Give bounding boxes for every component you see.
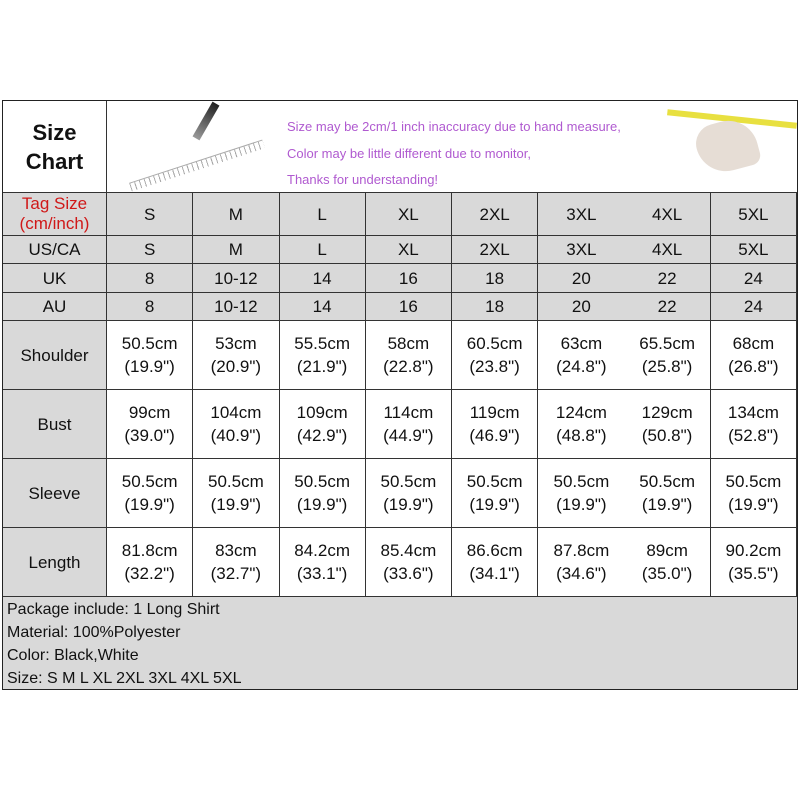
cell-text: 50.5cm (725, 472, 782, 491)
measurement-cell (625, 459, 711, 528)
size-header-cell (193, 193, 279, 236)
cell-text: (34.6") (556, 564, 607, 583)
measurement-cell (366, 321, 452, 390)
cell-text: L (317, 204, 327, 224)
cell-text: 50.5cm (553, 472, 610, 491)
cell-text: 53cm (215, 334, 257, 353)
cell-text: 18 (485, 297, 505, 316)
measurement-cell (193, 459, 279, 528)
cell-text: 55.5cm (294, 334, 350, 353)
header-banner (107, 101, 797, 193)
cell-text: L (317, 240, 327, 259)
cell-text: 50.5cm (121, 472, 178, 491)
cell-text: S (143, 240, 156, 259)
cell-text: M (228, 204, 243, 224)
size-cell (107, 264, 193, 293)
cell-text: 104cm (210, 403, 262, 422)
cell-text: 4XL (652, 204, 683, 224)
measurement-cell (711, 321, 797, 390)
measurement-cell (625, 321, 711, 390)
cell-text: 84.2cm (294, 541, 350, 560)
cell-text: (19.9") (556, 495, 607, 514)
cell-text: (19.9") (641, 495, 693, 514)
cell-text: 109cm (296, 403, 348, 422)
row-label (3, 264, 107, 293)
cell-text: (46.9") (469, 426, 520, 445)
cell-text: (20.9") (210, 357, 262, 376)
cell-text: (25.8") (641, 357, 693, 376)
size-cell (107, 293, 193, 321)
cell-text: (24.8") (556, 357, 607, 376)
size-cell (280, 264, 366, 293)
cell-text: 68cm (732, 334, 775, 353)
measurement-cell (452, 321, 538, 390)
size-header-cell (538, 193, 624, 236)
cell-text: 81.8cm (121, 541, 178, 560)
size-cell (625, 293, 711, 321)
size-cell (711, 293, 797, 321)
measurement-label (3, 459, 107, 528)
row-label (3, 293, 107, 321)
measurement-cell (107, 528, 193, 597)
note: Color may be little different due to monitor, (287, 146, 531, 161)
cell-text: (19.9") (728, 495, 779, 514)
measurement-cell (538, 528, 624, 597)
measurement-cell (538, 390, 624, 459)
cell-text: 50.5cm (208, 472, 264, 491)
measurement-cell (193, 390, 279, 459)
cell-text: 134cm (727, 403, 779, 422)
measurement-cell (107, 459, 193, 528)
measurement-cell (366, 459, 452, 528)
measurement-cell (107, 321, 193, 390)
measurement-cell (711, 528, 797, 597)
measurement-cell (452, 390, 538, 459)
cell-text: 90.2cm (725, 541, 782, 560)
cell-text: (26.8") (728, 357, 779, 376)
cell-text: 50.5cm (121, 334, 178, 353)
cell-text: (19.9") (210, 495, 262, 514)
cell-text: (50.8") (641, 426, 693, 445)
size-header-cell (280, 193, 366, 236)
size-cell (107, 236, 193, 264)
cell-text: Tag Size (21, 194, 88, 213)
cell-text: 5XL (738, 240, 769, 259)
measurement-cell (711, 459, 797, 528)
size-cell (193, 236, 279, 264)
size-chart-table (2, 100, 798, 690)
size-cell (711, 264, 797, 293)
cell-text: 14 (312, 297, 332, 316)
size-cell (366, 236, 452, 264)
cell-text: 3XL (566, 240, 597, 259)
size-cell (280, 293, 366, 321)
cell-text: 50.5cm (380, 472, 437, 491)
cell-text: (cm/inch) (19, 214, 90, 233)
size-cell (452, 236, 538, 264)
size-cell (280, 236, 366, 264)
cell-text: (32.2") (124, 564, 175, 583)
cell-text: (39.0") (124, 426, 175, 445)
cell-text: (35.5") (728, 564, 779, 583)
cell-text: 99cm (128, 403, 171, 422)
cell-text: (34.1") (469, 564, 520, 583)
cell-text: 87.8cm (553, 541, 610, 560)
tag-size-label (3, 193, 107, 236)
cell-text: (19.9") (124, 357, 175, 376)
measurement-cell (193, 321, 279, 390)
cell-text: 50.5cm (466, 472, 523, 491)
measurement-cell (452, 528, 538, 597)
cell-text: 8 (144, 297, 155, 316)
size-cell (452, 264, 538, 293)
measurement-label (3, 321, 107, 390)
cell-text: 83cm (215, 541, 257, 560)
size-cell (538, 264, 624, 293)
measurement-cell (711, 390, 797, 459)
measurement-cell (107, 390, 193, 459)
cell-text: 18 (485, 268, 505, 288)
cell-text: UK (42, 268, 67, 288)
cell-text: (35.0") (641, 564, 693, 583)
size-cell (538, 293, 624, 321)
cell-text: Bust (37, 414, 72, 434)
size-cell (366, 293, 452, 321)
cell-text: 2XL (479, 204, 510, 224)
cell-text: Shoulder (20, 345, 89, 365)
cell-text: XL (397, 204, 419, 224)
measurement-cell (280, 321, 366, 390)
cell-text: (19.9") (296, 495, 348, 514)
info-line: Material: 100%Polyester (7, 624, 181, 641)
measurement-cell (280, 459, 366, 528)
info-line: Color: Black,White (7, 647, 139, 664)
cell-text: Length (28, 552, 81, 572)
cell-text: 2XL (479, 240, 510, 259)
cell-text: 22 (657, 297, 677, 316)
info-line: Package include: 1 Long Shirt (7, 601, 220, 618)
row-label (3, 236, 107, 264)
cell-text: Sleeve (28, 483, 81, 503)
cell-text: 4XL (652, 240, 683, 259)
cell-text: 85.4cm (380, 541, 437, 560)
cell-text: 3XL (566, 204, 597, 224)
measurement-label (3, 528, 107, 597)
cell-text: S (143, 204, 156, 224)
measurement-cell (625, 390, 711, 459)
cell-text: 8 (144, 268, 155, 288)
size-header-cell (452, 193, 538, 236)
measurement-cell (280, 390, 366, 459)
note: Thanks for understanding! (287, 172, 439, 187)
size-cell (193, 264, 279, 293)
cell-text: AU (42, 297, 67, 316)
size-header-cell (366, 193, 452, 236)
cell-text: 63cm (560, 334, 603, 353)
cell-text: 129cm (641, 403, 693, 422)
cell-text: 14 (312, 268, 332, 288)
cell-text: 24 (743, 297, 763, 316)
measurement-cell (366, 390, 452, 459)
size-cell (366, 264, 452, 293)
cell-text: (40.9") (210, 426, 262, 445)
pen-icon (193, 102, 220, 141)
size-header-cell (625, 193, 711, 236)
title-line: Size (32, 119, 77, 145)
cell-text: 16 (398, 297, 418, 316)
measurement-cell (280, 528, 366, 597)
cell-text: 20 (571, 268, 591, 288)
cell-text: 86.6cm (466, 541, 523, 560)
cell-text: US/CA (28, 240, 81, 259)
cell-text: (21.9") (296, 357, 348, 376)
cell-text: (48.8") (556, 426, 607, 445)
cell-text: (23.8") (469, 357, 520, 376)
measurement-cell (625, 528, 711, 597)
cell-text: (42.9") (296, 426, 348, 445)
cell-text: 10-12 (214, 297, 258, 316)
size-cell (625, 236, 711, 264)
size-header-cell (711, 193, 797, 236)
cell-text: (19.9") (469, 495, 520, 514)
cell-text: 10-12 (214, 268, 258, 288)
cell-text: (52.8") (728, 426, 779, 445)
cell-text: (19.9") (383, 495, 434, 514)
cell-text: 50.5cm (294, 472, 350, 491)
size-cell (625, 264, 711, 293)
cell-text: 58cm (387, 334, 430, 353)
title-line: Chart (25, 148, 84, 174)
cell-text: 50.5cm (639, 472, 695, 491)
cell-text: XL (397, 240, 419, 259)
size-cell (193, 293, 279, 321)
measurement-cell (538, 321, 624, 390)
cell-text: 20 (571, 297, 591, 316)
size-cell (538, 236, 624, 264)
cell-text: 16 (398, 268, 418, 288)
cell-text: (44.9") (383, 426, 434, 445)
measurement-cell (538, 459, 624, 528)
cell-text: (32.7") (210, 564, 262, 583)
measurement-label (3, 390, 107, 459)
cell-text: 114cm (383, 403, 434, 422)
measurement-cell (366, 528, 452, 597)
cell-text: (33.1") (296, 564, 348, 583)
measurement-cell (193, 528, 279, 597)
cell-text: 5XL (738, 204, 769, 224)
size-cell (711, 236, 797, 264)
cell-text: 119cm (469, 403, 520, 422)
size-chart-title (3, 101, 107, 193)
ruler-icon (129, 140, 265, 192)
cell-text: (33.6") (383, 564, 434, 583)
note: Size may be 2cm/1 inch inaccuracy due to hand measure, (287, 119, 621, 134)
cell-text: 60.5cm (466, 334, 523, 353)
product-info (3, 597, 797, 689)
cell-text: 24 (743, 268, 763, 288)
cell-text: 89cm (646, 541, 688, 560)
info-line: Size: S M L XL 2XL 3XL 4XL 5XL (7, 670, 242, 687)
cell-text: (19.9") (124, 495, 175, 514)
size-cell (452, 293, 538, 321)
cell-text: 124cm (555, 403, 607, 422)
measurement-cell (452, 459, 538, 528)
cell-text: (22.8") (383, 357, 434, 376)
size-header-cell (107, 193, 193, 236)
cell-text: M (228, 240, 243, 259)
cell-text: 22 (657, 268, 677, 288)
cell-text: 65.5cm (639, 334, 695, 353)
